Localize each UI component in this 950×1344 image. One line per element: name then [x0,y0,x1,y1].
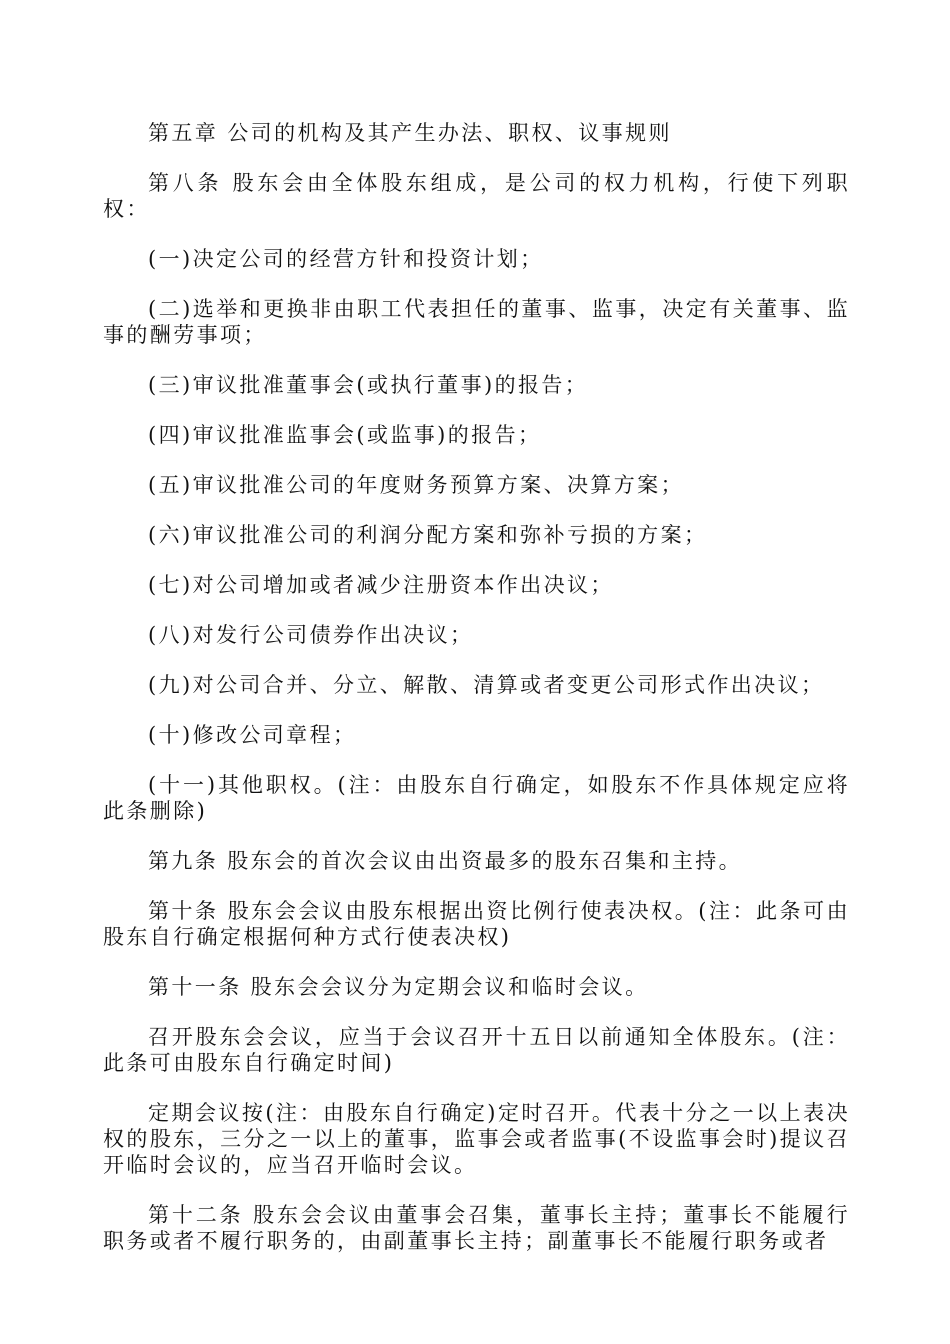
article-8-item-1: (一)决定公司的经营方针和投资计划； [148,247,544,271]
article-8-item-10: (十)修改公司章程； [148,723,357,747]
article-8: 第八条 股东会由全体股东组成，是公司的权力机构，行使下列职权： [103,171,850,221]
article-8-item-2: (二)选举和更换非由职工代表担任的董事、监事，决定有关董事、监事的酬劳事项； [103,297,850,347]
article-8-item-7: (七)对公司增加或者减少注册资本作出决议； [148,573,614,597]
article-11-meetings: 定期会议按(注：由股东自行确定)定时召开。代表十分之一以上表决权的股东，三分之一以上的董事，监事会或者监事(不设监事会时)提议召开临时会议的，应当召开临时会议。 [103,1101,850,1177]
article-12: 第十二条 股东会会议由董事会召集，董事长主持；董事长不能履行职务或者不履行职务的，由副董事长主持；副董事长不能履行职务或者 [103,1203,850,1253]
article-10: 第十条 股东会会议由股东根据出资比例行使表决权。(注：此条可由股东自行确定根据何种方式行使表决权) [103,899,850,949]
article-8-item-11: (十一)其他职权。(注：由股东自行确定，如股东不作具体规定应将此条删除) [103,773,850,823]
chapter-heading: 第五章 公司的机构及其产生办法、职权、议事规则 [148,121,672,145]
article-9: 第九条 股东会的首次会议由出资最多的股东召集和主持。 [148,849,743,873]
article-8-item-5: (五)审议批准公司的年度财务预算方案、决算方案； [148,473,684,497]
article-8-item-4: (四)审议批准监事会(或监事)的报告； [148,423,542,447]
document-page [103,120,850,1278]
article-8-item-3: (三)审议批准董事会(或执行董事)的报告； [148,373,589,397]
article-8-item-8: (八)对发行公司债券作出决议； [148,623,474,647]
article-8-item-9: (九)对公司合并、分立、解散、清算或者变更公司形式作出决议； [148,673,825,697]
article-11: 第十一条 股东会会议分为定期会议和临时会议。 [148,975,649,999]
article-11-notice: 召开股东会会议，应当于会议召开十五日以前通知全体股东。(注：此条可由股东自行确定时间) [103,1025,850,1075]
article-8-item-6: (六)审议批准公司的利润分配方案和弥补亏损的方案； [148,523,708,547]
